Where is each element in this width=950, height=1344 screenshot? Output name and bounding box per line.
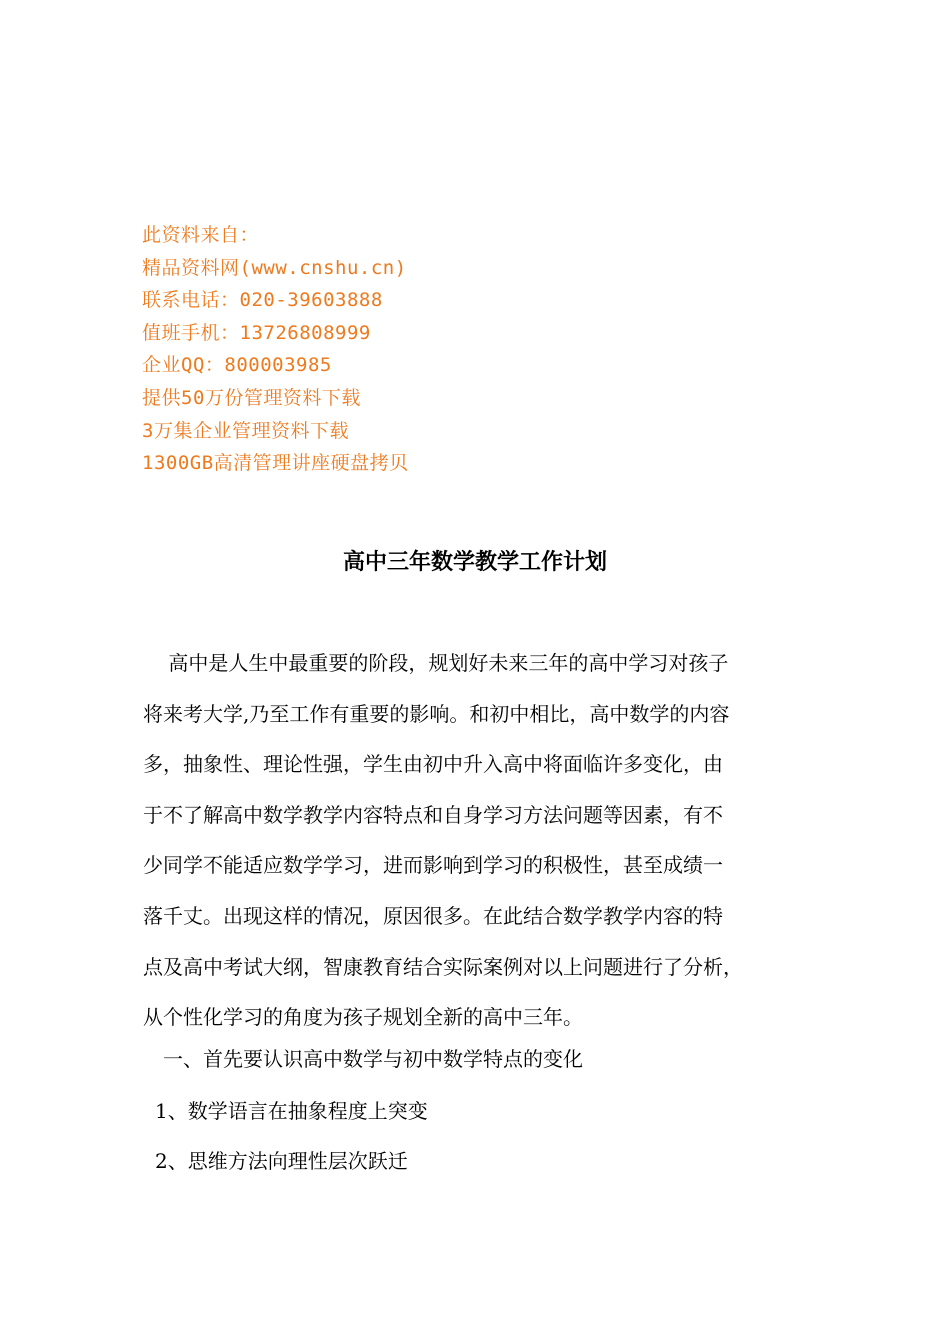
source-line-mobile: 值班手机：13726808999 <box>142 321 371 344</box>
source-info-block <box>142 219 702 480</box>
paragraph-line: 点及高中考试大纲，智康教育结合实际案例对以上问题进行了分析， <box>143 954 743 979</box>
source-line-website: 精品资料网(www.cnshu.cn) <box>142 256 407 279</box>
section-heading: 一、首先要认识高中数学与初中数学特点的变化 <box>163 1047 583 1071</box>
paragraph-line: 高中是人生中最重要的阶段，规划好未来三年的高中学习对孩子 <box>143 651 729 675</box>
paragraph-line: 将来考大学,乃至工作有重要的影响。和初中相比，高中数学的内容 <box>143 701 730 726</box>
source-line-qq: 企业QQ：800003985 <box>142 354 332 377</box>
source-line-offer-lectures: 1300GB高清管理讲座硬盘拷贝 <box>142 452 409 475</box>
source-line-phone: 联系电话：020-39603888 <box>142 289 383 312</box>
paragraph-line: 落千丈。出现这样的情况，原因很多。在此结合数学教学内容的特 <box>143 903 723 928</box>
paragraph-line: 少同学不能适应数学学习，进而影响到学习的积极性，甚至成绩一 <box>143 853 723 878</box>
source-line-offer-videos: 3万集企业管理资料下载 <box>142 419 349 442</box>
document-title: 高中三年数学教学工作计划 <box>342 549 607 575</box>
list-item: 1、数学语言在抽象程度上突变 <box>155 1099 428 1123</box>
paragraph-line: 从个性化学习的角度为孩子规划全新的高中三年。 <box>143 1005 583 1030</box>
paragraph-line: 于不了解高中数学教学内容特点和自身学习方法问题等因素，有不 <box>143 802 723 827</box>
source-line-origin: 此资料来自： <box>142 224 260 246</box>
list-item: 2、思维方法向理性层次跃迁 <box>155 1149 408 1173</box>
paragraph-line: 多，抽象性、理论性强，学生由初中升入高中将面临许多变化，由 <box>143 752 723 777</box>
intro-paragraph <box>143 644 833 1049</box>
source-line-offer-docs: 提供50万份管理资料下载 <box>142 386 361 409</box>
